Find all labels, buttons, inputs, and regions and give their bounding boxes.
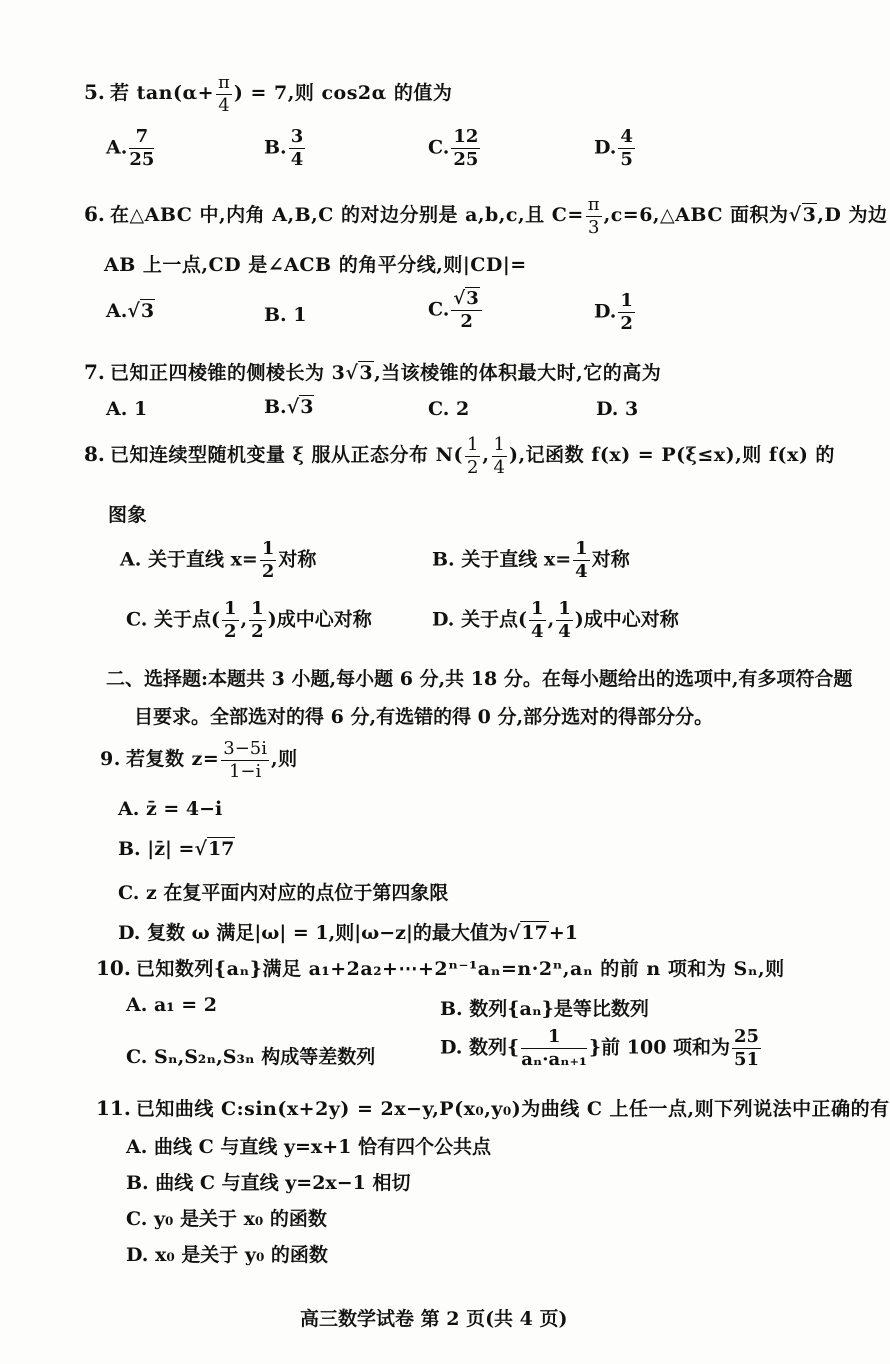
question-number: 8.: [84, 442, 105, 466]
question-number: 9.: [100, 748, 121, 770]
question-number: 10.: [96, 956, 131, 980]
option-a: A. 关于直线 x= $\frac{1}{2}$ 对称: [120, 538, 317, 582]
option-a: A. z̄ = 4−i: [118, 798, 223, 820]
question-8-line2: 图象: [108, 504, 148, 526]
option-b: B. $\frac{3}{4}$: [264, 126, 304, 170]
question-number: 11.: [96, 1096, 131, 1120]
page-footer: 高三数学试卷 第 2 页(共 4 页): [300, 1308, 568, 1330]
option-b: B. 1: [264, 304, 307, 326]
option-d: D. 复数 ω 满足|ω| = 1,则|ω−z|的最大值为√17+1: [118, 922, 578, 944]
question-number: 7.: [84, 360, 105, 384]
question-text: 若复数 z=: [125, 748, 220, 770]
question-8: 8. 已知连续型随机变量 ξ 服从正态分布 N( $\frac{1}{2}$ , $\frac{1}{4}$ ),记函数 f(x) = P(ξ≤x),则 f(x) 的: [84, 434, 835, 478]
question-text: ,D 为边: [817, 204, 888, 226]
question-7: [84, 358, 661, 385]
question-9: [100, 740, 298, 781]
option-a: A. 1: [106, 398, 148, 420]
option-b: B. 曲线 C 与直线 y=2x−1 相切: [126, 1172, 411, 1194]
question-text: ,c=6,△ABC 面积为: [603, 204, 789, 226]
option-a: A. $\frac{7}{25}$: [106, 126, 155, 170]
option-d: D. 数列{ $\frac{1}{\text{aₙ·aₙ₊₁}}$ }前 100 项和为 $\frac{25}{51}$: [440, 1026, 760, 1070]
option-b: B. |z̄| =√17: [118, 838, 235, 860]
option-d: D. $\frac{1}{2}$: [594, 290, 633, 334]
sqrt: √3: [345, 362, 374, 384]
option-c: C. 2: [428, 398, 470, 420]
option-b: B.√3: [264, 396, 314, 418]
question-11: [96, 1094, 890, 1121]
question-text: 在△ABC 中,内角 A,B,C 的对边分别是 a,b,c,且 C=: [109, 204, 584, 226]
option-d: D. $\frac{4}{5}$: [594, 126, 633, 170]
question-number: 5.: [84, 80, 105, 104]
question-text: ,则: [271, 748, 298, 770]
option-c: C. 关于点( $\frac{1}{2}$ , $\frac{1}{2}$ )成中心对称: [126, 598, 372, 642]
question-5: [84, 74, 452, 115]
question-6: [84, 196, 888, 237]
option-c: C. y₀ 是关于 x₀ 的函数: [126, 1208, 327, 1230]
question-text: 已知连续型随机变量 ξ 服从正态分布 N(: [109, 444, 463, 466]
question-text: 已知数列{aₙ}满足 a₁+2a₂+⋯+2ⁿ⁻¹aₙ=n·2ⁿ,aₙ 的前 n 项和为 Sₙ,则: [135, 958, 785, 980]
fraction: $\frac{1}{4}$: [493, 434, 505, 478]
section-heading-line2: 目要求。全部选对的得 6 分,有选错的得 0 分,部分选对的得部分分。: [134, 706, 714, 728]
option-c: C. $\frac{√3}{2}$: [428, 290, 484, 331]
question-text: 已知曲线 C:sin(x+2y) = 2x−y,P(x₀,y₀)为曲线 C 上任一点,则下列说法中正确的有: [135, 1098, 890, 1120]
fraction: $\frac{3-5i}{1-i}$: [223, 738, 268, 782]
option-c: C. z 在复平面内对应的点位于第四象限: [118, 882, 449, 904]
option-c: C. $\frac{12}{25}$: [428, 126, 479, 170]
question-text: 已知正四棱锥的侧棱长为 3: [109, 362, 346, 384]
question-6-line2: AB 上一点,CD 是∠ACB 的角平分线,则|CD|=: [104, 254, 527, 276]
fraction: $\frac{\pi}{3}$: [587, 194, 600, 238]
question-text: ,当该棱锥的体积最大时,它的高为: [374, 362, 662, 384]
question-text: ),记函数 f(x) = P(ξ≤x),则 f(x) 的: [508, 444, 835, 466]
option-a: A. 曲线 C 与直线 y=x+1 恰有四个公共点: [126, 1136, 491, 1158]
question-text: ) = 7,则 cos2α 的值为: [233, 82, 453, 104]
question-10: [96, 954, 785, 981]
option-d: D. 关于点( $\frac{1}{4}$ , $\frac{1}{4}$ )成中心对称: [432, 598, 679, 642]
option-d: D. 3: [596, 398, 639, 420]
option-a: A.√3: [106, 300, 155, 322]
fraction: $\frac{\pi}{4}$: [218, 72, 230, 116]
option-a: A. a₁ = 2: [126, 994, 217, 1016]
question-number: 6.: [84, 202, 105, 226]
option-b: B. 数列{aₙ}是等比数列: [440, 998, 649, 1020]
sqrt: √3: [788, 204, 817, 226]
option-c: C. Sₙ,S₂ₙ,S₃ₙ 构成等差数列: [126, 1046, 376, 1068]
question-text: 若 tan(α+: [109, 82, 215, 104]
section-heading: 二、选择题:本题共 3 小题,每小题 6 分,共 18 分。在每小题给出的选项中,有多项符合题: [106, 668, 853, 690]
fraction: $\frac{1}{2}$: [466, 434, 479, 478]
option-d: D. x₀ 是关于 y₀ 的函数: [126, 1244, 328, 1266]
option-b: B. 关于直线 x= $\frac{1}{4}$ 对称: [432, 538, 630, 582]
